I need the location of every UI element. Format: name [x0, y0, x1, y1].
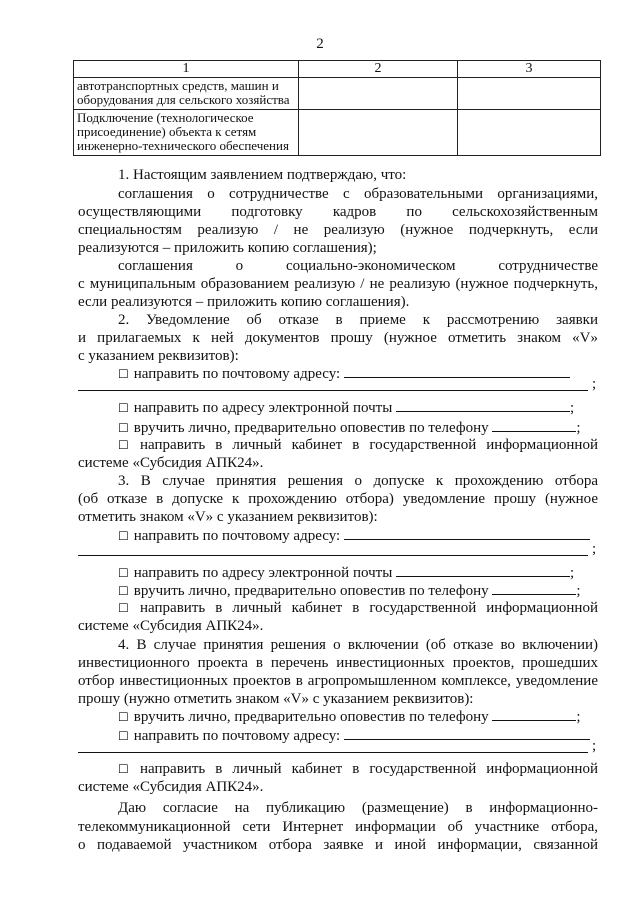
- address-field[interactable]: [344, 525, 590, 540]
- p4-post-option[interactable]: [78, 725, 598, 745]
- table-cell[interactable]: [299, 78, 458, 110]
- address-field-line[interactable]: [78, 390, 588, 391]
- p3-email-option[interactable]: [78, 562, 598, 582]
- para4-line: отбор инвестиционных проектов в агропромышленном комплексе, уведомление: [78, 673, 598, 689]
- para1-line: соглашения о социально-экономическом сотрудничестве: [118, 258, 598, 274]
- p3-post-option[interactable]: [78, 525, 598, 545]
- para1-line: специальностям реализую / не реализую (нужное подчеркнуть, если: [78, 222, 598, 238]
- table-header-1: 1: [74, 61, 299, 78]
- para1-line: реализуются – приложить копию соглашения);: [78, 240, 377, 256]
- para1-line: с муниципальным образованием реализую / не реализую (нужное подчеркнуть,: [78, 276, 598, 292]
- option-label: направить по адресу электронной почты: [133, 400, 393, 416]
- p2-phone-option[interactable]: [78, 417, 598, 437]
- table-row: [74, 110, 601, 156]
- semicolon: ;: [576, 709, 581, 725]
- option-label: направить по почтовому адресу:: [133, 528, 341, 544]
- para3-line: (об отказе в допуске к прохождению отбора) уведомление прошу (нужное: [78, 491, 598, 507]
- table-header-3: 3: [458, 61, 601, 78]
- p3-cabinet-option[interactable]: [78, 599, 598, 617]
- p4-cabinet-line2: системе «Субсидия АПК24».: [78, 779, 264, 795]
- checkbox-icon[interactable]: ☐: [118, 762, 129, 776]
- checkbox-icon[interactable]: ☐: [118, 421, 129, 435]
- checkbox-icon[interactable]: ☐: [118, 584, 129, 598]
- para4-line: прошу (нужно отметить знаком «V» с указанием реквизитов):: [78, 691, 474, 707]
- table-cell: Подключение (технологическое присоединение) объекта к сетям инженерно-технического обеспечения: [74, 110, 299, 156]
- p2-post-option[interactable]: [78, 363, 598, 383]
- option-label: вручить лично, предварительно оповестив по телефону: [133, 583, 489, 599]
- option-label: направить по почтовому адресу:: [133, 728, 341, 744]
- phone-field[interactable]: [492, 417, 576, 432]
- table-header-row: [74, 61, 601, 78]
- table-row: [74, 78, 601, 110]
- para2-line: с указанием реквизитов):: [78, 348, 239, 364]
- option-label: вручить лично, предварительно оповестив по телефону: [133, 709, 489, 725]
- page-number: 2: [316, 36, 324, 52]
- para3-line: 3. В случае принятия решения о допуске к прохождению отбора: [118, 473, 598, 489]
- table-cell[interactable]: [299, 110, 458, 156]
- phone-field[interactable]: [492, 706, 576, 721]
- para5-line: телекоммуникационной сети Интернет информации об участнике отбора,: [78, 819, 598, 835]
- email-field[interactable]: [396, 397, 570, 412]
- para1-line: соглашения о сотрудничестве с образовательными организациями,: [118, 186, 598, 202]
- p2-email-option[interactable]: [78, 397, 598, 417]
- para4-line: 4. В случае принятия решения о включении (об отказе во включении): [118, 637, 598, 653]
- checkbox-icon[interactable]: ☐: [118, 529, 129, 543]
- services-table: [73, 60, 601, 156]
- option-label: направить в личный кабинет в государственной информационной: [140, 600, 598, 616]
- address-field[interactable]: [344, 363, 570, 378]
- semicolon: ;: [576, 583, 581, 599]
- para5-line: Даю согласие на публикацию (размещение) в информационно-: [118, 800, 598, 816]
- address-field-line[interactable]: [78, 555, 588, 556]
- p4-phone-option[interactable]: [78, 706, 598, 726]
- table-cell[interactable]: [458, 110, 601, 156]
- table-cell[interactable]: [458, 78, 601, 110]
- semicolon: ;: [592, 738, 597, 754]
- address-field[interactable]: [344, 725, 590, 740]
- option-label: направить по адресу электронной почты: [133, 565, 393, 581]
- checkbox-icon[interactable]: ☐: [118, 710, 129, 724]
- semicolon: ;: [570, 400, 575, 416]
- checkbox-icon[interactable]: ☐: [118, 367, 129, 381]
- p3-cabinet-line2: системе «Субсидия АПК24».: [78, 618, 264, 634]
- p2-cabinet-line2: системе «Субсидия АПК24».: [78, 455, 264, 471]
- email-field[interactable]: [396, 562, 570, 577]
- table-cell: автотранспортных средств, машин и оборудования для сельского хозяйства: [74, 78, 299, 110]
- checkbox-icon[interactable]: ☐: [118, 438, 129, 452]
- semicolon: ;: [592, 376, 597, 392]
- option-label: направить в личный кабинет в государственной информационной: [140, 437, 598, 453]
- para1-line: если реализуются – приложить копию соглашения).: [78, 294, 410, 310]
- para1-line: 1. Настоящим заявлением подтверждаю, что:: [118, 167, 407, 183]
- para5-line: о подаваемой участником отбора заявке и иной информации, связанной: [78, 837, 598, 853]
- para1-line: осуществляющими подготовку кадров по сельскохозяйственным: [78, 204, 598, 220]
- checkbox-icon[interactable]: ☐: [118, 729, 129, 743]
- para3-line: отметить знаком «V» с указанием реквизитов):: [78, 509, 378, 525]
- p2-cabinet-option[interactable]: [78, 436, 598, 454]
- semicolon: ;: [576, 420, 581, 436]
- para4-line: инвестиционного проекта в перечень инвестиционных проектов, прошедших: [78, 655, 598, 671]
- para2-line: и прилагаемых к ней документов прошу (нужное отметить знаком «V»: [78, 330, 598, 346]
- option-label: направить по почтовому адресу:: [133, 366, 341, 382]
- p4-cabinet-option[interactable]: [78, 760, 598, 778]
- checkbox-icon[interactable]: ☐: [118, 566, 129, 580]
- p3-phone-option[interactable]: [78, 580, 598, 600]
- semicolon: ;: [592, 541, 597, 557]
- phone-field[interactable]: [492, 580, 576, 595]
- option-label: направить в личный кабинет в государственной информационной: [140, 761, 598, 777]
- table-header-2: 2: [299, 61, 458, 78]
- address-field-line[interactable]: [78, 752, 588, 753]
- semicolon: ;: [570, 565, 575, 581]
- para2-line: 2. Уведомление об отказе в приеме к рассмотрению заявки: [118, 312, 598, 328]
- checkbox-icon[interactable]: ☐: [118, 601, 129, 615]
- checkbox-icon[interactable]: ☐: [118, 401, 129, 415]
- option-label: вручить лично, предварительно оповестив по телефону: [133, 420, 489, 436]
